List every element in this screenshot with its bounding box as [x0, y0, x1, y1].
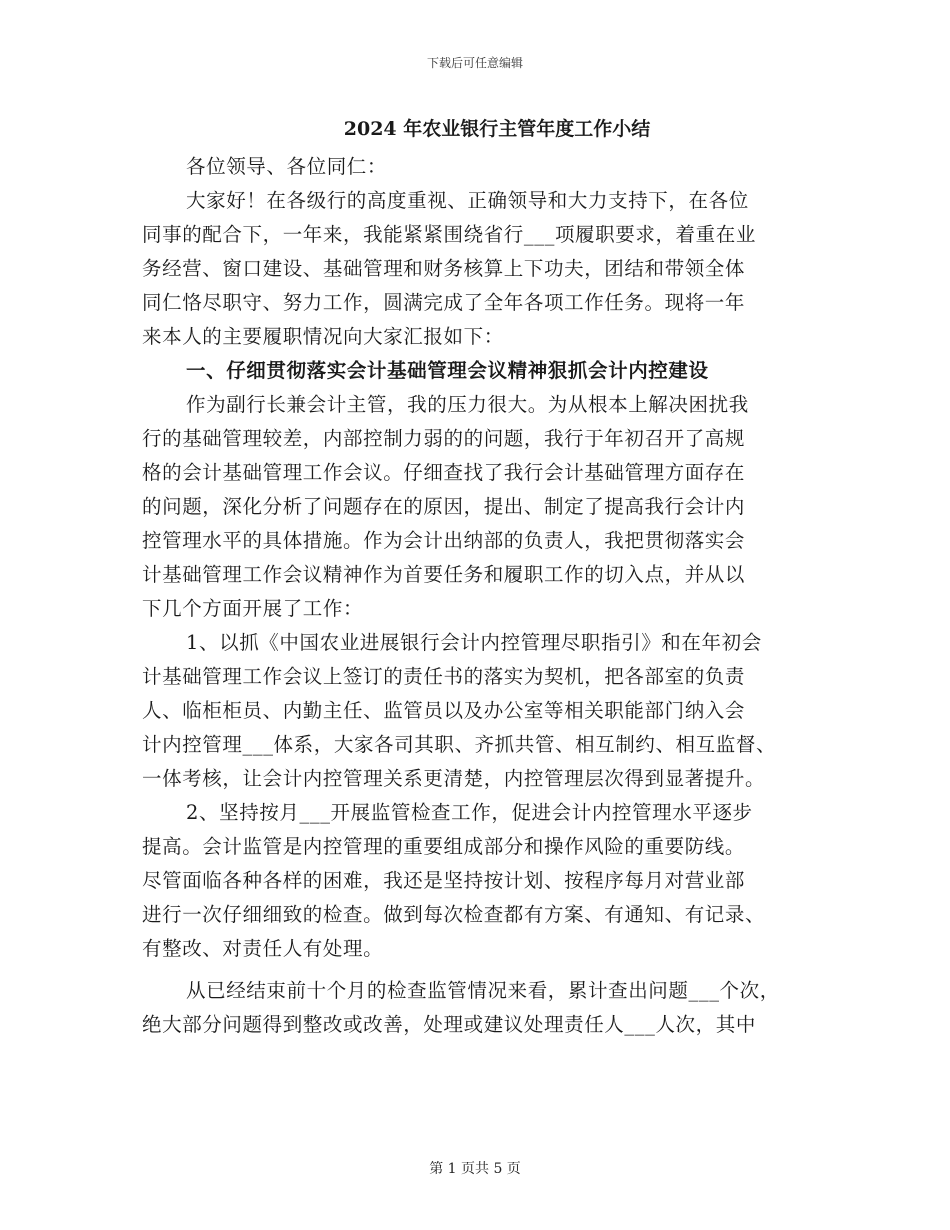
paragraph-line: 同仁恪尽职守、努力工作，圆满完成了全年各项工作任务。现将一年 — [142, 291, 746, 314]
paragraph-line: 绝大部分问题得到整改或改善，处理或建议处理责任人___人次，其中 — [142, 1013, 756, 1036]
page-footer: 第 1 页共 5 页 — [429, 1161, 521, 1177]
paragraph-line: 提高。会计监管是内控管理的重要组成部分和操作风险的重要防线。 — [142, 835, 746, 858]
page-header: 下载后可任意编辑 — [426, 56, 523, 70]
paragraph-line: 同事的配合下，一年来，我能紧紧围绕省行___项履职要求，着重在业 — [142, 223, 756, 246]
paragraph-line: 行的基础管理较差，内部控制力弱的的问题，我行于年初召开了高规 — [142, 427, 746, 450]
paragraph-line: 2、坚持按月___开展监管检查工作，促进会计内控管理水平逐步 — [186, 801, 753, 824]
salutation: 各位领导、各位同仁： — [186, 155, 388, 178]
paragraph-line: 作为副行长兼会计主管，我的压力很大。为从根本上解决困扰我 — [186, 393, 749, 416]
paragraph-line: 从已经结束前十个月的检查监管情况来看，累计查出问题___个次， — [186, 979, 780, 1002]
paragraph-line: 一体考核，让会计内控管理关系更清楚，内控管理层次得到显著提升。 — [142, 767, 766, 790]
paragraph-line: 务经营、窗口建设、基础管理和财务核算上下功夫，团结和带领全体 — [142, 257, 746, 280]
paragraph-line: 计基础管理工作会议精神作为首要任务和履职工作的切入点，并从以 — [142, 563, 746, 586]
paragraph-line: 下几个方面开展了工作： — [142, 597, 364, 620]
paragraph-line: 1、以抓《中国农业进展银行会计内控管理尽职指引》和在年初会 — [186, 631, 762, 654]
paragraph-line: 尽管面临各种各样的困难，我还是坚持按计划、按程序每月对营业部 — [142, 869, 746, 892]
section-heading: 一、仔细贯彻落实会计基础管理会议精神狠抓会计内控建设 — [186, 359, 709, 382]
paragraph-line: 有整改、对责任人有处理。 — [142, 937, 384, 960]
paragraph-line: 来本人的主要履职情况向大家汇报如下： — [142, 325, 504, 348]
paragraph-line: 计内控管理___体系，大家各司其职、齐抓共管、相互制约、相互监督、 — [142, 733, 777, 756]
paragraph-line: 进行一次仔细细致的检查。做到每次检查都有方案、有通知、有记录、 — [142, 903, 766, 926]
paragraph-line: 格的会计基础管理工作会议。仔细查找了我行会计基础管理方面存在 — [142, 461, 746, 484]
paragraph-line: 大家好！在各级行的高度重视、正确领导和大力支持下，在各位 — [186, 189, 749, 212]
document-body — [142, 112, 832, 1042]
paragraph-line: 的问题，深化分析了问题存在的原因，提出、制定了提高我行会计内 — [142, 495, 746, 518]
paragraph-line: 人、临柜柜员、内勤主任、监管员以及办公室等相关职能部门纳入会 — [142, 699, 746, 722]
paragraph-line: 计基础管理工作会议上签订的责任书的落实为契机，把各部室的负责 — [142, 665, 746, 688]
paragraph-line: 控管理水平的具体措施。作为会计出纳部的负责人，我把贯彻落实会 — [142, 529, 746, 552]
document-title: 2024 年农业银行主管年度工作小结 — [343, 118, 651, 140]
